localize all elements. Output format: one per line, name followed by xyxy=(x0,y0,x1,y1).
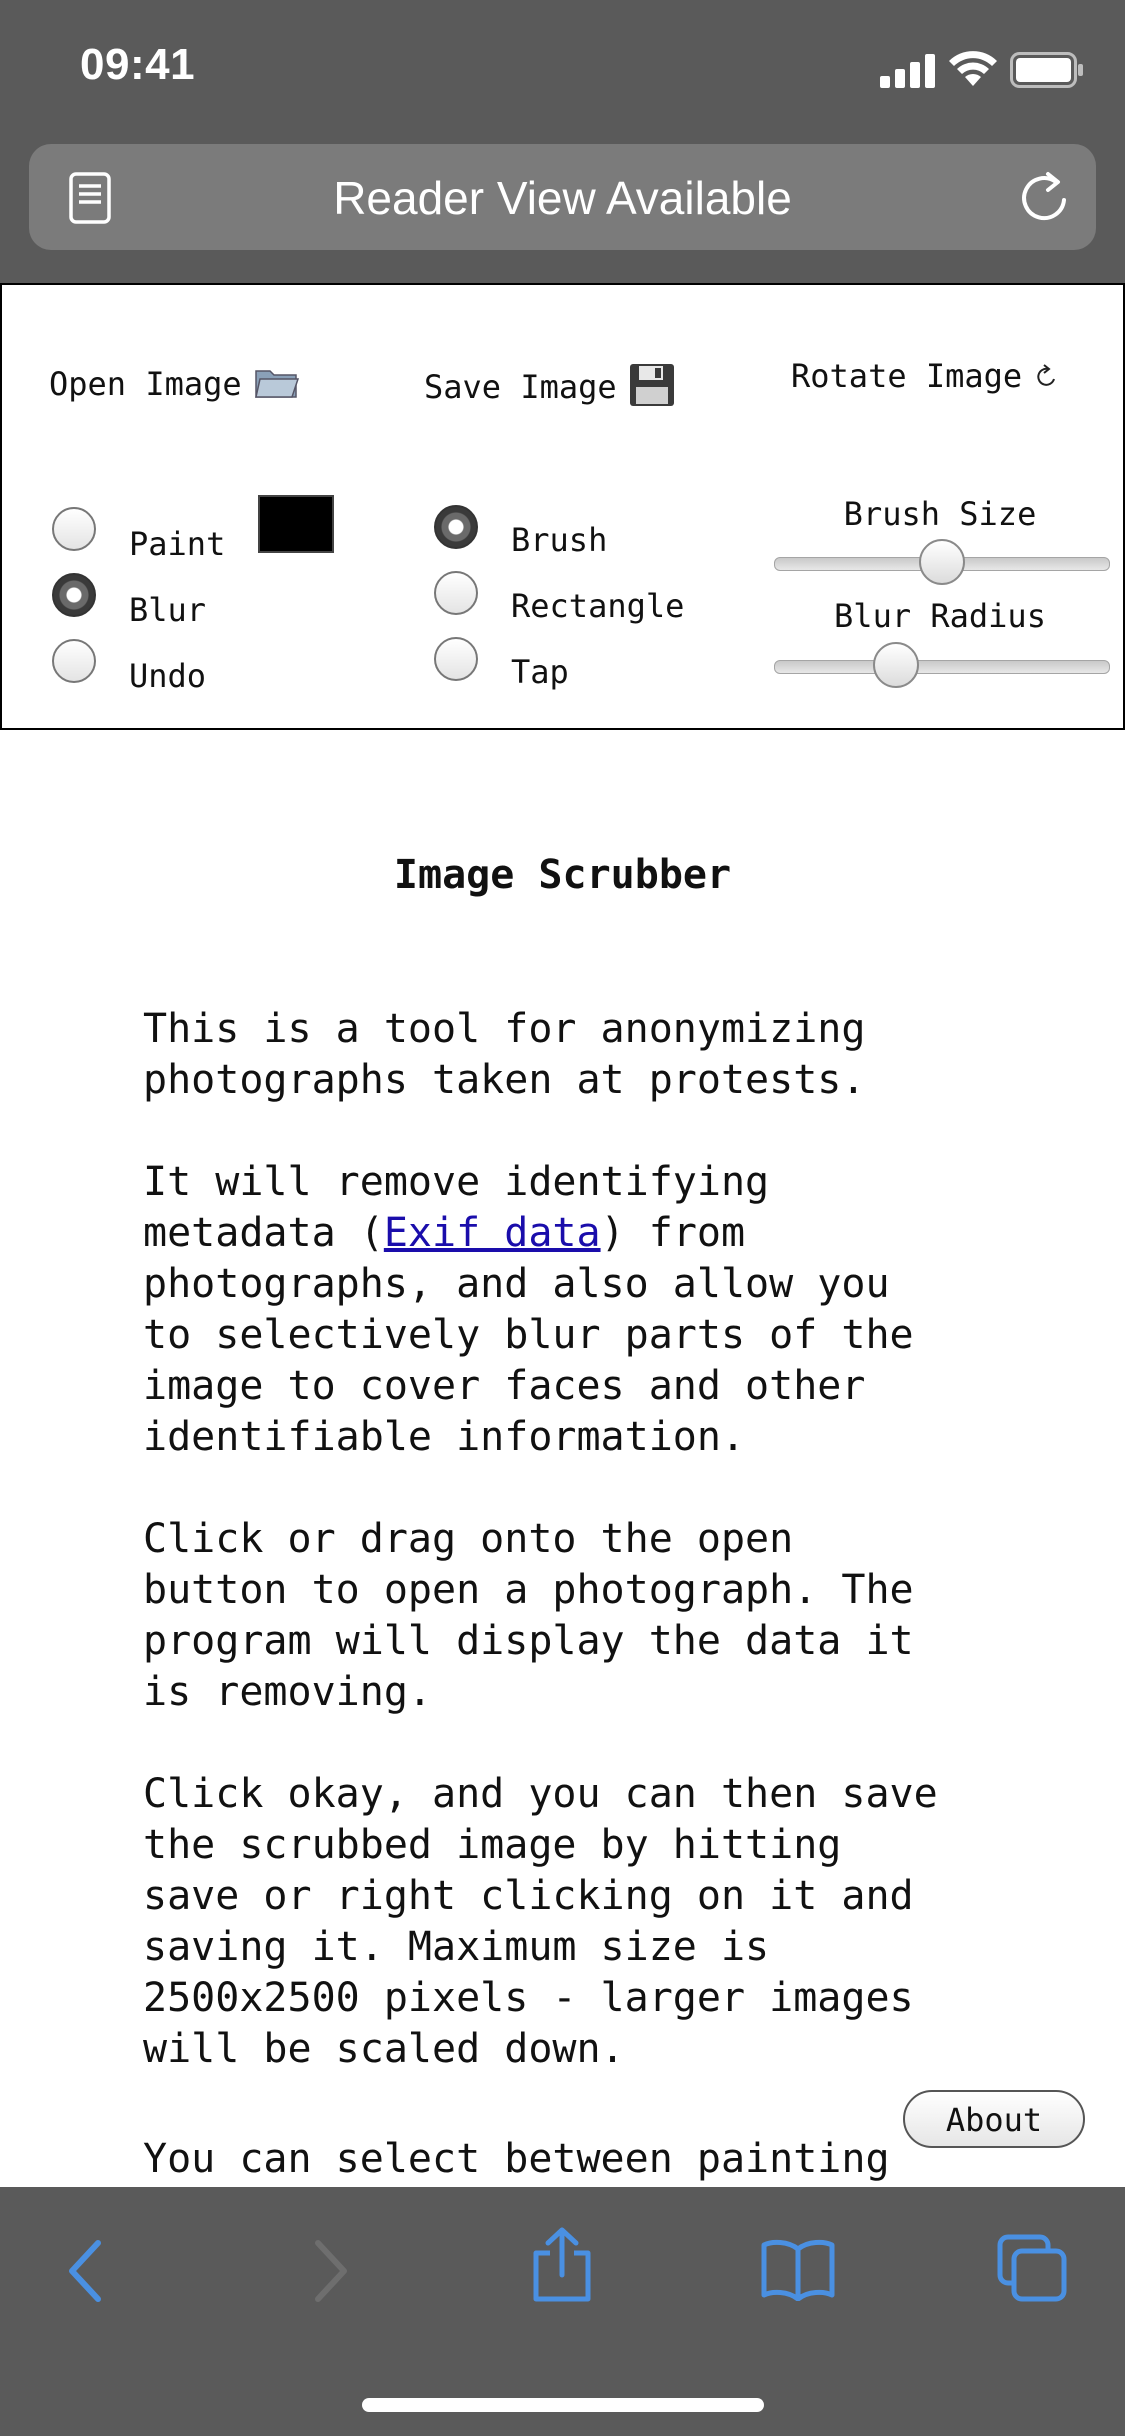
blur-label: Blur xyxy=(129,591,207,629)
page-title: Image Scrubber xyxy=(393,852,732,898)
forward-icon[interactable] xyxy=(310,2239,350,2303)
floppy-disk-icon xyxy=(629,363,675,415)
address-bar[interactable] xyxy=(29,144,1096,250)
open-image-label: Open Image xyxy=(49,365,242,403)
tap-label: Tap xyxy=(511,653,569,691)
blur-radius-label: Blur Radius xyxy=(834,597,1046,635)
battery-icon xyxy=(1010,52,1084,88)
reader-available-text[interactable]: Reader View Available xyxy=(333,172,792,224)
intro-paragraph: This is a tool for anonymizing photographs taken at protests. xyxy=(143,1006,866,1103)
reload-icon[interactable] xyxy=(1018,170,1070,224)
metadata-text-end: ) from photographs, and also allow you to selectively blur parts of the image to cover faces and other identifiable information. xyxy=(143,1210,914,1460)
blur-radio[interactable] xyxy=(52,573,96,617)
paint-color-swatch[interactable] xyxy=(258,495,334,553)
browser-top-bar xyxy=(0,0,1125,283)
rotate-image-button[interactable] xyxy=(791,357,1058,397)
brush-radio[interactable] xyxy=(434,505,478,549)
metadata-paragraph xyxy=(143,1157,1023,1463)
rectangle-radio[interactable] xyxy=(434,571,478,615)
exif-data-link[interactable]: Exif data xyxy=(383,1210,601,1256)
rectangle-label: Rectangle xyxy=(511,587,685,625)
paint-label: Paint xyxy=(129,525,226,563)
wifi-icon xyxy=(948,50,998,88)
brush-size-slider-thumb[interactable] xyxy=(919,539,965,585)
paint-radio[interactable] xyxy=(52,507,96,551)
folder-icon xyxy=(254,363,300,409)
cellular-signal-icon xyxy=(880,54,936,88)
rotate-icon xyxy=(1034,359,1058,397)
undo-label: Undo xyxy=(129,657,207,695)
blur-radius-slider-thumb[interactable] xyxy=(873,642,919,688)
save-image-button[interactable] xyxy=(424,363,675,415)
brush-size-label: Brush Size xyxy=(843,495,1037,533)
tabs-icon[interactable] xyxy=(996,2233,1068,2303)
brush-size-slider[interactable] xyxy=(774,557,1110,571)
bookmarks-icon[interactable] xyxy=(760,2239,836,2301)
status-time: 09:41 xyxy=(80,40,196,89)
rotate-image-label: Rotate Image xyxy=(791,357,1023,395)
about-button[interactable]: About xyxy=(903,2090,1085,2148)
painting-paragraph: You can select between painting xyxy=(143,2136,890,2182)
blur-radius-slider[interactable] xyxy=(774,660,1110,674)
brush-label: Brush xyxy=(511,521,608,559)
share-icon[interactable] xyxy=(530,2227,594,2303)
editor-toolbar xyxy=(0,283,1125,730)
save-instructions-paragraph: Click okay, and you can then save the scrubbed image by hitting save or right clicking on it and saving it. Maximum size is 2500x2500 pixels - larger images will be scaled down. xyxy=(143,1771,938,2072)
undo-radio[interactable] xyxy=(52,639,96,683)
open-instructions-paragraph: Click or drag onto the open button to open a photograph. The program will display the data it is removing. xyxy=(143,1516,914,1715)
save-image-label: Save Image xyxy=(424,368,617,406)
metadata-text-start: It will remove identifying metadata ( xyxy=(143,1159,770,1256)
tap-radio[interactable] xyxy=(434,637,478,681)
open-image-button[interactable] xyxy=(49,363,300,409)
home-indicator xyxy=(362,2398,764,2412)
back-icon[interactable] xyxy=(66,2239,106,2303)
